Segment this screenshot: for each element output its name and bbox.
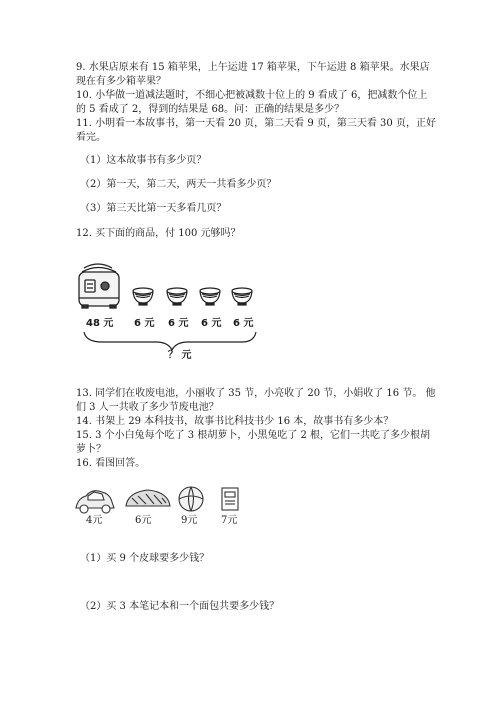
q12-price-bowl: 6 元 <box>233 318 254 329</box>
q10-line2: 的 5 看成了 2，得到的结果是 68。问：正确的结果是多少？ <box>76 104 345 115</box>
q11-line2: 看完。 <box>76 132 106 143</box>
notebook-icon <box>222 488 238 510</box>
q11-sub3: （3）第三天比第一天多看几页？ <box>80 203 227 214</box>
q15-line1: 15. 3 个小白兔每个吃了 3 根胡萝卜，小黑兔吃了 2 根，它们一共吃了多少根胡 <box>76 430 431 441</box>
q11-sub2: （2）第一天，第二天，两天一共看多少页？ <box>80 179 277 190</box>
q12-price-bowl: 6 元 <box>168 318 189 329</box>
toy-car-icon <box>76 491 114 513</box>
q12-price-bowl: 6 元 <box>134 318 155 329</box>
q16-sub1: （1）买 9 个皮球要多少钱？ <box>80 553 210 564</box>
bowl-icon <box>232 288 252 305</box>
q16-text: 16. 看图回答。 <box>76 458 146 469</box>
rice-cooker-icon <box>79 264 119 308</box>
q12-text: 12. 买下面的商品，付 100 元够吗？ <box>76 228 241 239</box>
q10-line1: 10. 小华做一道减法题时，不细心把被减数十位上的 9 看成了 6，把减数个位上 <box>76 90 428 101</box>
ball-icon <box>179 487 203 511</box>
q13-line2: 们 3 人一共收了多少节废电池？ <box>76 402 219 413</box>
q15-line2: 萝卜？ <box>76 444 106 455</box>
bread-icon <box>126 490 170 506</box>
q16-price-car: 4元 <box>86 515 103 526</box>
bowl-icon <box>133 288 153 305</box>
q11-sub1: （1）这本故事书有多少页？ <box>80 155 207 166</box>
q16-price-ball: 9元 <box>181 515 198 526</box>
q12-total: ？ 元 <box>168 350 192 361</box>
q12-price-bowl: 6 元 <box>201 318 222 329</box>
q12-figure <box>72 258 262 370</box>
q14-text: 14. 书架上 29 本科技书，故事书比科技书少 16 本，故事书有多少本？ <box>76 416 394 427</box>
q11-line1: 11. 小明看一本故事书，第一天看 20 页，第二天看 9 页，第三天看 30 页，正好 <box>76 118 436 129</box>
q9-line2: 现在有多少箱苹果？ <box>76 76 166 87</box>
q13-line1: 13. 同学们在收废电池，小丽收了 35 节，小亮收了 20 节，小娟收了 16 节。 他 <box>76 388 436 399</box>
bowl-icon <box>167 288 187 305</box>
brace-bracket <box>84 332 256 350</box>
q9-line1: 9. 水果店原来有 15 箱苹果，上午运进 17 箱苹果，下午运进 8 箱苹果。水果店 <box>76 62 430 73</box>
bowl-icon <box>200 288 220 305</box>
q16-price-bread: 6元 <box>135 515 152 526</box>
q12-price-cooker: 48 元 <box>86 318 114 329</box>
q16-sub2: （2）买 3 本笔记本和一个面包共要多少钱？ <box>80 601 280 612</box>
q16-price-notebook: 7元 <box>221 515 238 526</box>
